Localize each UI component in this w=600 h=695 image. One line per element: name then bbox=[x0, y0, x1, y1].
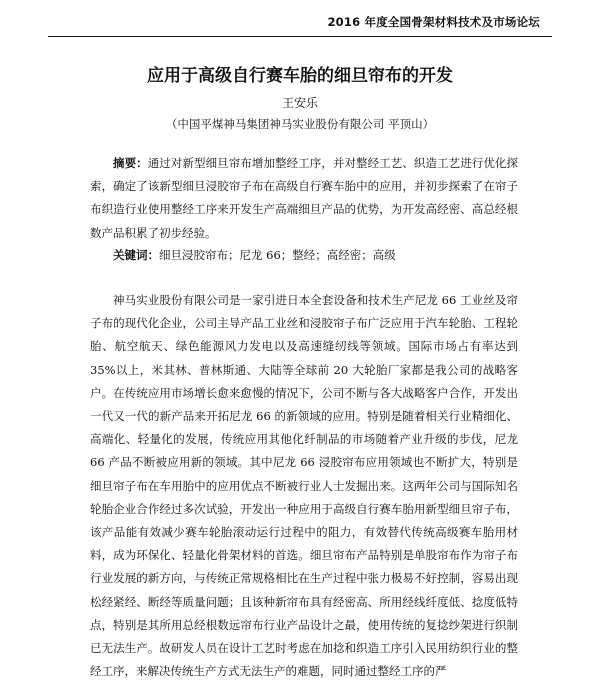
keywords-label: 关键词： bbox=[113, 248, 159, 262]
header-rule bbox=[48, 36, 552, 37]
author-affiliation: （中国平煤神马集团神马实业股份有限公司 平顶山） bbox=[165, 117, 435, 131]
body-paragraph: 神马实业股份有限公司是一家引进日本全套设备和技术生产尼龙 66 工业丝及帘子布的现代化企业，公司主导产品工业丝和浸胶帘子布广泛应用于汽车轮胎、工程轮胎、航空航天、绿色能源风力发电以及高速缝纫线等领域。国际市场占有率达到 35%以上，米其林、普林斯通、大陆等全球前 20 大轮胎厂家都是我公司的战略客户。在传统应用市场增长愈来愈慢的情况下，公司不断与各大战略客户合作，开发出一代又一代的新产品来开拓尼龙 66 的新领域的应用。特别是随着相关行业精细化、高端化、轻量化的发展，传统应用其他化纤制品的市场随着产业升级的步伐，尼龙 66 产品不断被应用新的领域。其中尼龙 66 浸胶帘布应用领域也不断扩大，特别是细旦帘子布在车用胎中的应用优点不断被行业人士发掘出来。这两年公司与国际知名轮胎企业合作经过多次试验，开发出一种应用于高级自行赛车胎用新型细旦帘子布，该产品能有效减少赛车轮胎滚动运行过程中的阻力，有效替代传统高级赛车胎用材料，成为环保化、轻量化骨架材料的首选。细旦帘布产品特别是单股帘布作为帘子布行业发展的新方向，与传统正常规格相比在生产过程中张力极易不好控制，容易出现松经紧经、断经等质量问题；且该种新帘布具有经密高、所用经线纤度低、捻度低特点，特别是其所用总经根数远帘布行业产品设计之最，使用传统的复捻纱架进行织制已无法生产。故研发人员在设计工艺时考虑在加捻和织造工序引入民用纺织行业的整经工序，来解决传统生产方式无法生产的难题，同时通过整经工序的严 bbox=[90, 293, 518, 679]
article-title: 应用于高级自行赛车胎的细旦帘布的开发 bbox=[147, 66, 453, 86]
abstract-label: 摘要： bbox=[113, 156, 148, 170]
abstract-text: 通过对新型细旦帘布增加整经工序，并对整经工艺、织造工艺进行优化探索，确定了该新型细旦浸胶帘子布在高级自行赛车胎中的应用，并初步探索了在帘子布织造行业使用整经工序来开发生产高端细旦产品的优势，为开发高经密、高总经根数产品积累了初步经验。 bbox=[90, 156, 519, 240]
running-header: 2016 年度全国骨架材料技术及市场论坛 bbox=[327, 15, 540, 29]
article-author: 王安乐 bbox=[281, 96, 318, 110]
keywords-text: 细旦浸胶帘布；尼龙 66；整经；高经密；高级 bbox=[159, 248, 396, 262]
keywords bbox=[90, 244, 518, 267]
abstract bbox=[90, 152, 518, 245]
